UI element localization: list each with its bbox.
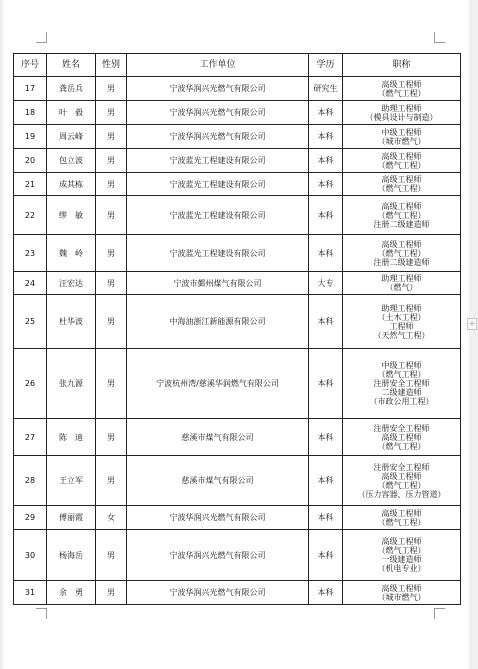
row-education: 本科 — [309, 419, 343, 456]
title-line: 注册二级建造师 — [373, 219, 430, 229]
row-title — [343, 272, 461, 295]
row-gender: 男 — [96, 272, 127, 295]
row-title — [343, 196, 461, 235]
row-gender: 男 — [96, 125, 127, 149]
row-no: 18 — [14, 101, 47, 125]
row-name: 周云峰 — [47, 125, 96, 149]
title-line: （燃气工程） — [377, 248, 426, 258]
title-line: （燃气工程） — [377, 184, 426, 193]
row-title — [343, 456, 461, 506]
row-gender: 男 — [96, 456, 127, 506]
row-unit: 慈溪市煤气有限公司 — [127, 456, 309, 506]
title-line: 注册二级建造师 — [373, 257, 430, 267]
row-gender: 男 — [96, 419, 127, 456]
header-title: 职称 — [343, 54, 461, 77]
table-row — [14, 295, 461, 349]
title-line: 中级工程师 — [381, 127, 422, 137]
row-unit: 宁波杭州湾/慈溪华润燃气有限公司 — [127, 349, 309, 419]
header-name: 姓名 — [47, 54, 96, 77]
title-line: （模具设计与制造） — [365, 112, 438, 122]
title-line: （燃气工程） — [377, 160, 426, 170]
row-gender: 男 — [96, 581, 127, 605]
row-gender: 男 — [96, 149, 127, 173]
title-line: （市政公用工程） — [369, 397, 434, 406]
row-unit: 宁波华润兴光燃气有限公司 — [127, 101, 309, 125]
header-no: 序号 — [14, 54, 47, 77]
row-no: 23 — [14, 235, 47, 272]
expand-handle-icon[interactable]: + — [468, 319, 476, 328]
title-line: 高级工程师 — [381, 537, 422, 546]
row-education: 本科 — [309, 196, 343, 235]
row-unit: 宁波蓝光工程建设有限公司 — [127, 235, 309, 272]
row-name: 缪 敏 — [47, 196, 96, 235]
title-line: 二级建造师 — [381, 388, 422, 397]
row-gender: 男 — [96, 295, 127, 349]
row-gender: 男 — [96, 530, 127, 581]
row-education: 本科 — [309, 101, 343, 125]
title-line: 助理工程师 — [381, 103, 422, 113]
title-line: （燃气工程） — [377, 546, 426, 555]
row-no: 17 — [14, 77, 47, 101]
title-line: 一级建造师 — [381, 555, 422, 564]
title-line: （土木工程） — [377, 312, 426, 322]
row-unit: 宁波华润兴光燃气有限公司 — [127, 506, 309, 530]
row-unit: 宁波蓝光工程建设有限公司 — [127, 196, 309, 235]
title-line: （城市燃气） — [377, 592, 426, 602]
row-title — [343, 125, 461, 149]
title-line: 高级工程师 — [381, 432, 422, 442]
row-name: 余 勇 — [47, 581, 96, 605]
row-unit: 宁波华润兴光燃气有限公司 — [127, 125, 309, 149]
row-education: 本科 — [309, 235, 343, 272]
row-name: 傅丽霞 — [47, 506, 96, 530]
row-no: 24 — [14, 272, 47, 295]
title-line: 注册安全工程师 — [373, 423, 430, 433]
row-gender: 男 — [96, 349, 127, 419]
row-name: 王立军 — [47, 456, 96, 506]
row-gender: 男 — [96, 173, 127, 196]
row-name: 叶 毅 — [47, 101, 96, 125]
row-education: 本科 — [309, 295, 343, 349]
header-education: 学历 — [309, 54, 343, 77]
table-row — [14, 77, 461, 101]
row-education: 本科 — [309, 125, 343, 149]
row-education: 本科 — [309, 456, 343, 506]
row-unit: 中海油浙江新能源有限公司 — [127, 295, 309, 349]
title-line: （燃气工程） — [377, 480, 426, 490]
row-unit: 慈溪市煤气有限公司 — [127, 419, 309, 456]
title-line: 高级工程师 — [381, 175, 422, 184]
row-education: 本科 — [309, 506, 343, 530]
member-table — [13, 53, 461, 605]
table-row — [14, 506, 461, 530]
row-title — [343, 149, 461, 173]
row-name: 魏 岭 — [47, 235, 96, 272]
table-row — [14, 456, 461, 506]
row-name: 龚岳兵 — [47, 77, 96, 101]
row-no: 30 — [14, 530, 47, 581]
row-gender: 女 — [96, 506, 127, 530]
row-name: 张九源 — [47, 349, 96, 419]
table-row — [14, 419, 461, 456]
table-row — [14, 272, 461, 295]
title-line: （燃气工程） — [377, 88, 426, 98]
row-title — [343, 235, 461, 272]
row-name: 杜华波 — [47, 295, 96, 349]
row-unit: 宁波华润兴光燃气有限公司 — [127, 530, 309, 581]
row-name: 包立波 — [47, 149, 96, 173]
row-title — [343, 419, 461, 456]
crop-mark-top-right — [434, 32, 445, 43]
title-line: 高级工程师 — [381, 79, 422, 89]
row-name: 陈 迪 — [47, 419, 96, 456]
row-title — [343, 506, 461, 530]
row-name: 成其栋 — [47, 173, 96, 196]
row-no: 20 — [14, 149, 47, 173]
table-row — [14, 235, 461, 272]
title-line: （压力容器、压力管道） — [357, 489, 446, 499]
row-title — [343, 173, 461, 196]
crop-mark-bottom-right — [434, 608, 445, 619]
header-unit: 工作单位 — [127, 54, 309, 77]
row-no: 25 — [14, 295, 47, 349]
row-no: 27 — [14, 419, 47, 456]
table-row — [14, 125, 461, 149]
crop-mark-top-left — [36, 32, 47, 43]
table-row — [14, 530, 461, 581]
row-title — [343, 530, 461, 581]
title-line: 注册安全工程师 — [373, 379, 430, 388]
title-line: 高级工程师 — [381, 239, 422, 249]
row-unit: 宁波蓝光工程建设有限公司 — [127, 173, 309, 196]
row-no: 28 — [14, 456, 47, 506]
title-line: （燃气工程） — [377, 517, 426, 527]
row-title — [343, 349, 461, 419]
row-education: 本科 — [309, 173, 343, 196]
row-unit: 宁波市鄞州煤气有限公司 — [127, 272, 309, 295]
row-no: 21 — [14, 173, 47, 196]
row-no: 29 — [14, 506, 47, 530]
title-line: 注册安全工程师 — [373, 462, 430, 472]
row-unit: 宁波蓝光工程建设有限公司 — [127, 149, 309, 173]
row-education: 大专 — [309, 272, 343, 295]
title-line: （城市燃气） — [377, 136, 426, 146]
row-education: 本科 — [309, 149, 343, 173]
header-gender: 性别 — [96, 54, 127, 77]
row-no: 19 — [14, 125, 47, 149]
title-line: （燃气） — [385, 283, 418, 292]
row-education: 本科 — [309, 530, 343, 581]
title-line: 工程师 — [389, 321, 414, 331]
row-no: 22 — [14, 196, 47, 235]
title-line: 高级工程师 — [381, 471, 422, 481]
title-line: （燃气工程） — [377, 370, 426, 379]
title-line: （燃气工程） — [377, 210, 426, 220]
row-no: 31 — [14, 581, 47, 605]
title-line: （燃气工程） — [377, 441, 426, 451]
row-unit: 宁波华润兴光燃气有限公司 — [127, 581, 309, 605]
row-title — [343, 295, 461, 349]
row-education: 本科 — [309, 349, 343, 419]
table-row — [14, 149, 461, 173]
title-line: 中级工程师 — [381, 361, 422, 370]
row-name: 杨海岳 — [47, 530, 96, 581]
table-row — [14, 581, 461, 605]
title-line: 高级工程师 — [381, 201, 422, 211]
row-gender: 男 — [96, 196, 127, 235]
title-line: （机电专业） — [377, 564, 426, 573]
title-line: 高级工程师 — [381, 583, 422, 593]
title-line: 助理工程师 — [381, 303, 422, 313]
row-title — [343, 581, 461, 605]
table-header-row — [14, 54, 461, 77]
row-title — [343, 77, 461, 101]
row-education: 研究生 — [309, 77, 343, 101]
crop-mark-bottom-left — [36, 608, 47, 619]
table-row — [14, 101, 461, 125]
title-line: （天然气工程） — [373, 330, 430, 340]
row-gender: 男 — [96, 235, 127, 272]
table-row — [14, 196, 461, 235]
table-row — [14, 173, 461, 196]
row-name: 汪宏达 — [47, 272, 96, 295]
row-no: 26 — [14, 349, 47, 419]
row-gender: 男 — [96, 101, 127, 125]
table-row — [14, 349, 461, 419]
table-body — [14, 77, 461, 605]
title-line: 助理工程师 — [381, 274, 422, 283]
row-gender: 男 — [96, 77, 127, 101]
title-line: 高级工程师 — [381, 151, 422, 161]
row-education: 本科 — [309, 581, 343, 605]
title-line: 高级工程师 — [381, 508, 422, 518]
row-title — [343, 101, 461, 125]
row-unit: 宁波华润兴光燃气有限公司 — [127, 77, 309, 101]
